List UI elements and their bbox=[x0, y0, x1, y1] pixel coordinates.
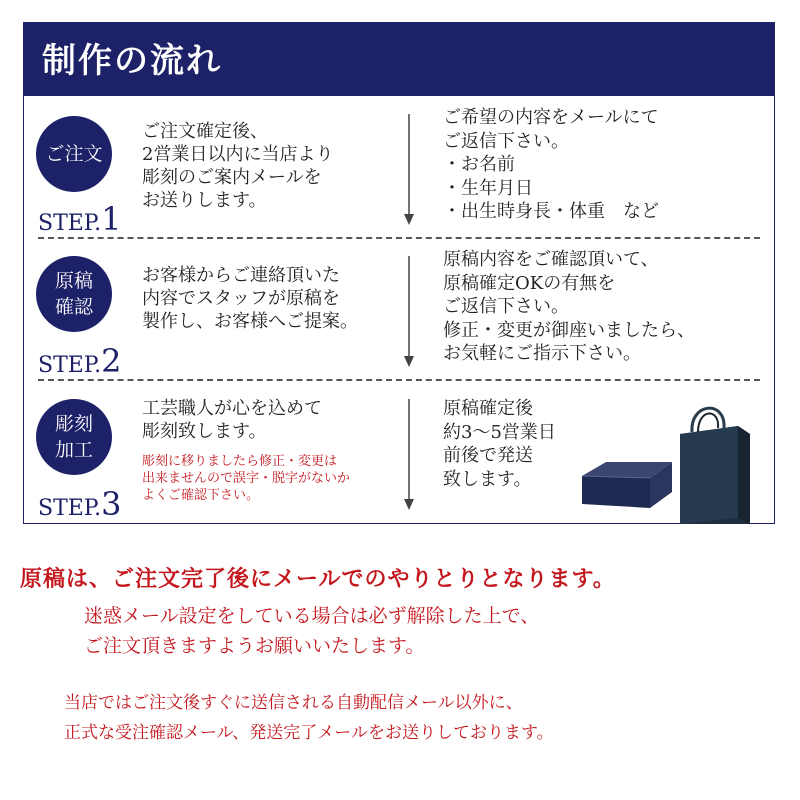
step-1-description bbox=[142, 120, 404, 212]
step-2-right-line-5: お気軽にご指示下さい。 bbox=[443, 343, 641, 364]
step-2-badge-line-1: 原稿 bbox=[54, 270, 93, 292]
step-2-customer-action bbox=[443, 248, 763, 366]
step-3-right-line-1: 原稿確定後 bbox=[443, 398, 533, 419]
step-3-line-1: 工芸職人が心を込めて bbox=[142, 398, 322, 419]
gift-box-and-bag-image bbox=[576, 406, 756, 526]
step-3-note-line-2: 出来ませんので誤字・脱字がないか bbox=[142, 471, 351, 486]
step-3-right-line-2: 約3〜5営業日 bbox=[443, 421, 556, 443]
step-2 bbox=[24, 238, 774, 380]
step-1-line-4: お送りします。 bbox=[142, 190, 267, 211]
step-2-line-1: お客様からご連絡頂いた bbox=[142, 265, 340, 286]
step-1-right-line-2: ご返信下さい。 bbox=[443, 130, 569, 152]
step-1-prefix: STEP. bbox=[38, 211, 102, 236]
step-1-customer-action bbox=[443, 106, 763, 224]
step-1-line-1: ご注文確定後、 bbox=[142, 121, 268, 142]
step-3-prefix: STEP. bbox=[38, 496, 102, 521]
step-1-line-3: 彫刻のご案内メールを bbox=[142, 167, 322, 188]
header-bar bbox=[24, 23, 774, 96]
step-2-prefix: STEP. bbox=[38, 353, 102, 378]
step-3-note-line-3: よくご確認下さい。 bbox=[142, 488, 260, 503]
step-1-right-line-1: ご希望の内容をメールにて bbox=[443, 107, 659, 128]
step-3 bbox=[24, 381, 774, 523]
step-2-line-2: 内容でスタッフが原稿を bbox=[142, 288, 340, 309]
step-3-badge-line-2: 加工 bbox=[54, 439, 93, 461]
step-2-arrow-icon bbox=[402, 256, 416, 368]
step-3-arrow-icon bbox=[402, 399, 416, 511]
step-2-right-line-3: ご返信下さい。 bbox=[443, 296, 569, 317]
step-3-line-2: 彫刻致します。 bbox=[142, 421, 267, 442]
step-3-number: 3 bbox=[101, 485, 122, 523]
step-2-right-line-2: 原稿確定OKの有無を bbox=[443, 272, 616, 294]
step-2-right-line-4: 修正・変更が御座いましたら、 bbox=[443, 319, 695, 341]
footer-main-notice: 原稿は、ご注文完了後にメールでのやりとりとなります。 bbox=[20, 566, 616, 592]
step-1-label bbox=[38, 200, 122, 238]
step-2-label bbox=[38, 342, 122, 380]
step-1 bbox=[24, 96, 774, 236]
footer-note-line-1: 当店ではご注文後すぐに送信される自動配信メール以外に、 bbox=[64, 693, 523, 713]
step-3-label bbox=[38, 485, 122, 523]
step-2-badge bbox=[36, 256, 112, 332]
footer-sub-line-2: ご注文頂きますようお願いいたします。 bbox=[84, 635, 425, 657]
step-1-right-line-5: ・出生時身長・体重 など bbox=[443, 201, 659, 222]
step-3-warning-note bbox=[142, 453, 412, 504]
step-2-right-line-1: 原稿内容をご確認頂いて、 bbox=[443, 249, 659, 270]
step-2-description bbox=[142, 264, 417, 333]
step-1-line-2: 2営業日以内に当店より bbox=[142, 144, 334, 165]
footer-sub-line-1: 迷惑メール設定をしている場合は必ず解除した上で、 bbox=[84, 605, 540, 627]
step-2-line-3: 製作し、お客様へご提案。 bbox=[142, 311, 358, 332]
page-title: 制作の流れ bbox=[42, 41, 222, 81]
step-2-number: 2 bbox=[101, 342, 122, 380]
step-1-badge-label: ご注文 bbox=[45, 143, 103, 165]
step-1-right-line-4: ・生年月日 bbox=[443, 177, 533, 199]
step-3-right-line-4: 致します。 bbox=[443, 468, 532, 490]
step-3-badge bbox=[36, 399, 112, 475]
step-2-badge-line-2: 確認 bbox=[54, 296, 93, 318]
step-3-description bbox=[142, 397, 404, 443]
step-1-badge bbox=[36, 116, 112, 192]
step-3-right-line-3: 前後で発送 bbox=[443, 445, 533, 466]
step-3-badge-line-1: 彫刻 bbox=[54, 413, 93, 435]
footer-note-line-2: 正式な受注確認メール、発送完了メールをお送りしております。 bbox=[64, 723, 554, 743]
step-3-note-line-1: 彫刻に移りましたら修正・変更は bbox=[142, 454, 338, 469]
production-flow-panel bbox=[23, 22, 775, 524]
step-1-right-line-3: ・お名前 bbox=[443, 154, 515, 175]
step-1-arrow-icon bbox=[402, 114, 416, 226]
step-1-number: 1 bbox=[101, 200, 122, 238]
